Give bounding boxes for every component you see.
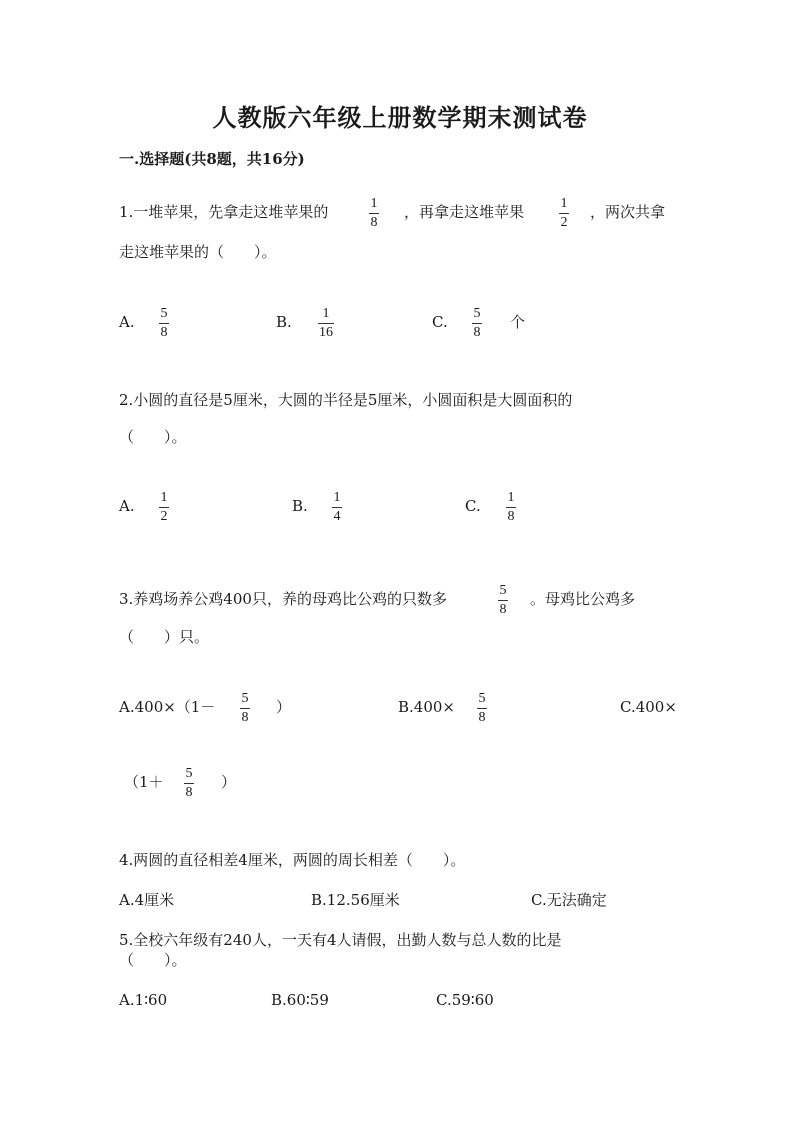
q1-option-c-label: C. <box>432 313 448 331</box>
q1-option-a-fraction <box>159 306 169 340</box>
numerator: 1 <box>370 196 378 211</box>
q2-option-a-label: A. <box>119 497 135 515</box>
section-heading: 一.选择题(共8题，共16分) <box>119 150 305 168</box>
q1-text-part2: ，再拿走这堆苹果 <box>404 203 525 221</box>
denominator: 8 <box>370 215 378 230</box>
denominator: 8 <box>507 509 515 524</box>
q2-text-line1: 2.小圆的直径是5厘米，大圆的半径是5厘米，小圆面积是大圆面积的 <box>119 391 573 409</box>
page-title: 人教版六年级上册数学期末测试卷 <box>212 103 588 132</box>
q5-text-line2: （ ）。 <box>119 951 187 969</box>
denominator: 8 <box>160 325 168 340</box>
q3-option-c-fraction <box>184 766 194 800</box>
numerator: 5 <box>160 306 168 321</box>
q1-option-a-label: A. <box>119 313 135 331</box>
q3-option-b-prefix: B.400× <box>398 698 455 716</box>
denominator: 2 <box>560 215 568 230</box>
q4-option-b: B.12.56厘米 <box>311 891 400 909</box>
q2-option-c-label: C. <box>465 497 481 515</box>
q5-option-b: B.60∶59 <box>271 991 329 1009</box>
numerator: 5 <box>185 766 193 781</box>
q3-text-part2: 。母鸡比公鸡多 <box>530 590 636 608</box>
q2-option-b-label: B. <box>292 497 308 515</box>
q4-text-line1: 4.两圆的直径相差4厘米，两圆的周长相差（ ）。 <box>119 851 466 869</box>
denominator: 16 <box>319 325 333 340</box>
q3-option-c-continued: （1＋ <box>124 773 164 791</box>
q1-option-b-fraction <box>318 306 334 340</box>
q1-option-b-label: B. <box>276 313 292 331</box>
q5-option-a: A.1∶60 <box>119 991 168 1009</box>
q5-text-line1: 5.全校六年级有240人，一天有4人请假，出勤人数与总人数的比是 <box>119 931 562 949</box>
q3-option-a-fraction <box>240 691 250 725</box>
numerator: 1 <box>322 306 330 321</box>
numerator: 1 <box>160 490 168 505</box>
numerator: 5 <box>473 306 481 321</box>
numerator: 5 <box>499 583 507 598</box>
q3-option-b-fraction <box>477 691 487 725</box>
q5-option-c: C.59∶60 <box>436 991 494 1009</box>
denominator: 8 <box>478 710 486 725</box>
q4-option-c: C.无法确定 <box>531 891 607 909</box>
denominator: 8 <box>241 710 249 725</box>
q3-option-c-prefix: C.400× <box>620 698 677 716</box>
numerator: 5 <box>241 691 249 706</box>
denominator: 4 <box>333 509 341 524</box>
denominator: 8 <box>185 785 193 800</box>
denominator: 8 <box>499 602 507 617</box>
q1-fraction-2 <box>559 196 569 230</box>
denominator: 2 <box>160 509 168 524</box>
q2-option-b-fraction <box>332 490 342 524</box>
denominator: 8 <box>473 325 481 340</box>
q4-option-a: A.4厘米 <box>119 891 175 909</box>
numerator: 1 <box>560 196 568 211</box>
q3-text-part1: 3.养鸡场养公鸡400只，养的母鸡比公鸡的只数多 <box>119 590 447 608</box>
q3-text-line2: （ ）只。 <box>119 628 210 646</box>
q1-text-part3: ，两次共拿 <box>590 203 666 221</box>
q3-fraction-1 <box>498 583 508 617</box>
q3-option-c-suffix: ） <box>221 773 237 791</box>
q2-text-line2: （ ）。 <box>119 428 187 446</box>
numerator: 5 <box>478 691 486 706</box>
q2-option-a-fraction <box>159 490 169 524</box>
q1-option-c-suffix: 个 <box>510 313 526 331</box>
q1-option-c-fraction <box>472 306 482 340</box>
numerator: 1 <box>507 490 515 505</box>
q2-option-c-fraction <box>506 490 516 524</box>
q1-text-line2: 走这堆苹果的（ ）。 <box>119 243 277 261</box>
q1-fraction-1 <box>369 196 379 230</box>
q1-text-part1: 1.一堆苹果，先拿走这堆苹果的 <box>119 203 329 221</box>
q3-option-a-prefix: A.400×（1－ <box>119 698 216 716</box>
q3-option-a-suffix: ） <box>276 698 292 716</box>
numerator: 1 <box>333 490 341 505</box>
